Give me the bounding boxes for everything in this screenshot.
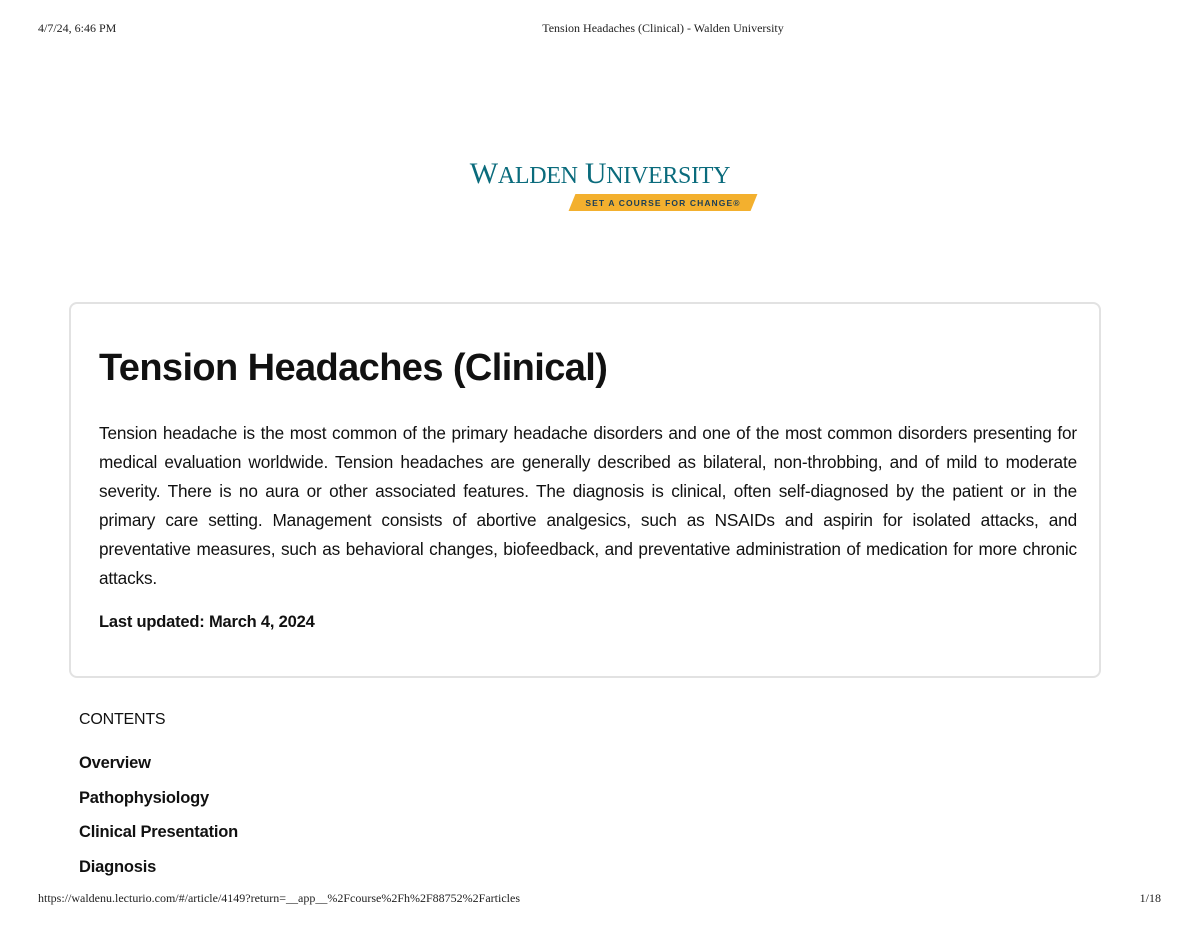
- contents-item-overview[interactable]: Overview: [79, 754, 151, 772]
- contents-heading: CONTENTS: [79, 711, 166, 728]
- table-of-contents: [79, 708, 679, 876]
- article-title: Tension Headaches (Clinical): [99, 347, 608, 389]
- logo-wordmark: WALDEN UNIVERSITY: [469, 157, 731, 190]
- article-summary-card: [69, 302, 1101, 678]
- print-date: 4/7/24, 6:46 PM: [38, 21, 117, 35]
- logo-tagline: SET A COURSE FOR CHANGE®: [585, 198, 741, 208]
- contents-item-diagnosis[interactable]: Diagnosis: [79, 857, 157, 876]
- print-page-number: 1/18: [1139, 891, 1161, 905]
- print-url: https://waldenu.lecturio.com/#/article/4149?return=__app__%2Fcourse%2Fh%2F88752%2Farticles: [38, 891, 520, 905]
- contents-item-clinical-presentation[interactable]: Clinical Presentation: [79, 823, 239, 841]
- print-footer: [0, 891, 1200, 907]
- article-summary: Tension headache is the most common of the primary headache disorders and one of the most common disorders presenting for medical evaluation worldwide. Tension headaches are generally described as bilateral, non-throbbing, and of mild to moderate severity. There is no aura or other associated features. The diagnosis is clinical, often self-diagnosed by the patient or in the primary care setting. Management consists of abortive analgesics, such as NSAIDs and aspirin for isolated attacks, and preventative measures, such as behavioral changes, biofeedback, and preventative administration of medication for more chronic attacks.: [99, 423, 1077, 588]
- contents-list: [79, 751, 238, 889]
- print-header: [0, 21, 1200, 37]
- last-updated: Last updated: March 4, 2024: [99, 613, 315, 631]
- walden-university-logo: [430, 156, 770, 214]
- contents-item-pathophysiology[interactable]: Pathophysiology: [79, 788, 209, 807]
- print-page-title: Tension Headaches (Clinical) - Walden University: [542, 21, 784, 35]
